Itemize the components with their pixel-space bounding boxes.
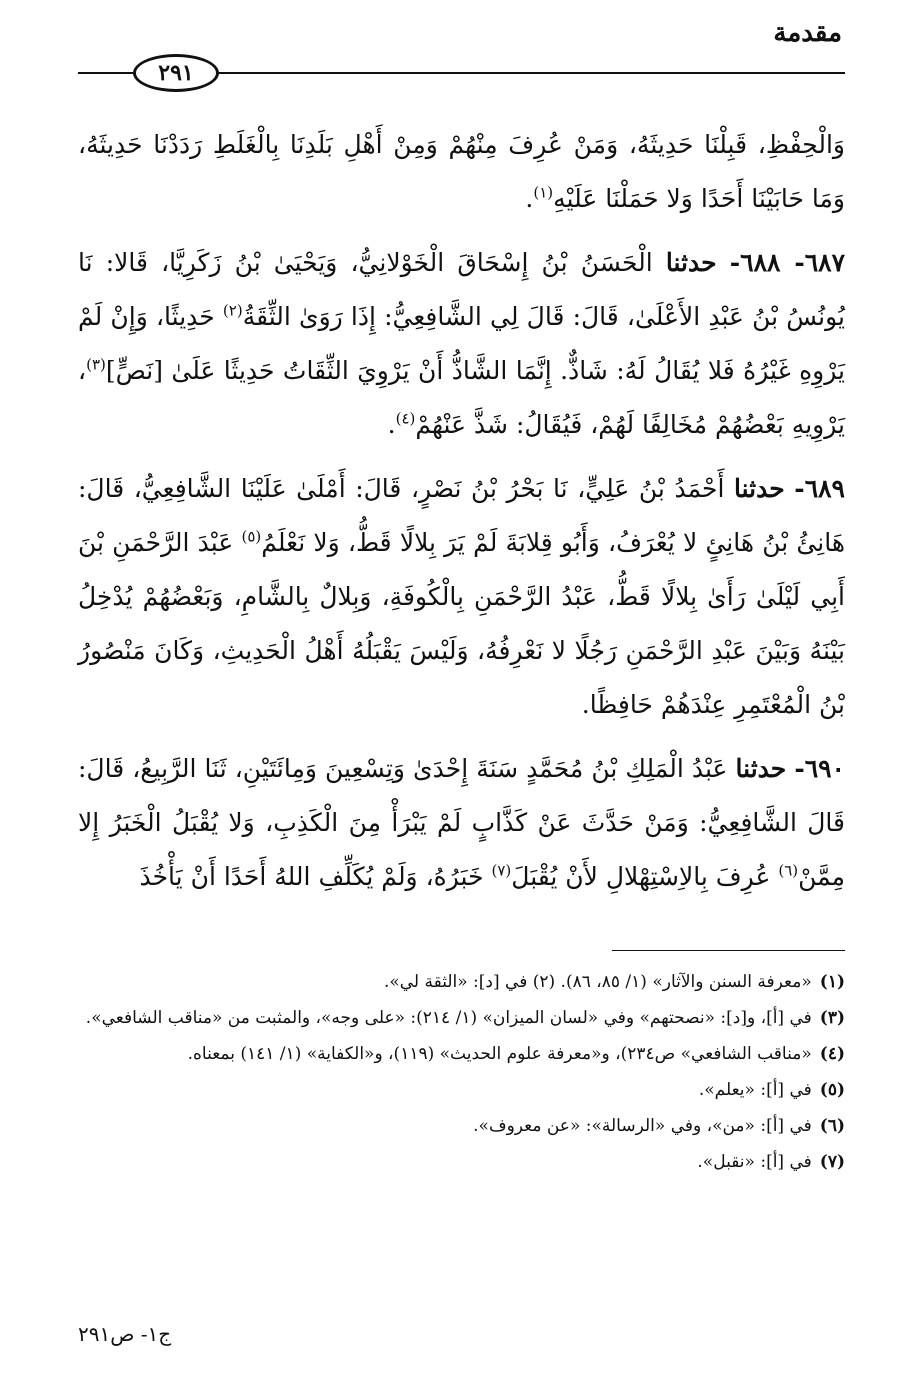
header-rule-right	[218, 72, 845, 74]
footnote	[78, 1110, 845, 1142]
paragraph-text: الْحَسَنُ بْنُ إِسْحَاقَ الْخَوْلانِيُّ، وَيَحْيَىٰ بْنُ زَكَرِيَّا، قَالا: نَا يُونُسُ بْنُ عَبْدِ الأَعْلَىٰ، قَالَ: قَالَ لِي الشَّافِعِيُّ: إِذَا رَوَىٰ الثِّقَةُ	[78, 248, 845, 331]
paragraph-text: عَبْدَ الرَّحْمَنِ بْنَ أَبِي لَيْلَىٰ رَأَىٰ بِلالًا قَطُّ، عَبْدُ الرَّحْمَنِ بِالْكُوفَةِ، وَبِلالٌ بِالشَّامِ، وَبَعْضُهُمْ يُدْخِلُ بَيْنَهُ وَبَيْنَ عَبْدِ الرَّحْمَنِ رَجُلًا لا نَعْرِفُهُ، وَلَيْسَ يَقْبَلُهُ أَهْلُ الْحَدِيثِ، وَكَانَ مَنْصُورُ بْنُ الْمُعْتَمِرِ عِنْدَهُمْ حَافِظًا.	[78, 528, 845, 719]
paragraph-text: عُرِفَ بِالاِسْتِهْلالِ لأَنْ يُقْبَلَ	[511, 862, 771, 891]
footnote-text: في [أ]: «يعلم».	[698, 1080, 812, 1100]
footnote	[78, 1074, 845, 1106]
hadith-keyword: حدثنا	[665, 248, 717, 277]
footnote-ref: (١)	[533, 183, 554, 202]
footnote-number: (٣)	[819, 1008, 845, 1028]
hadith-687-688	[78, 236, 845, 452]
footnote-number: (٥)	[819, 1080, 845, 1100]
footnote-ref: (٣)	[86, 355, 106, 374]
paragraph-text: وَالْحِفْظِ، قَبِلْنَا حَدِيثَهُ، وَمَنْ عُرِفَ مِنْهُمْ وَمِنْ أَهْلِ بَلَدِنَا بِالْغَلَطِ رَدَدْنَا حَدِيثَهُ، وَمَا حَابَيْنَا أَحَدًا وَلا حَمَلْنَا عَلَيْهِ	[78, 130, 845, 213]
paragraph-continuation	[78, 118, 845, 226]
paragraph-text: أَحْمَدُ بْنُ عَلِيٍّ، نَا بَحْرُ بْنُ نَصْرٍ، قَالَ: أَمْلَىٰ عَلَيْنَا الشَّافِعِيُّ، قَالَ: هَانِئُ بْنُ هَانِئٍ لا يُعْرَفُ، وَأَبُو قِلابَةَ لَمْ يَرَ بِلالًا قَطُّ، وَلا نَعْلَمُ	[78, 474, 846, 557]
punct: .	[525, 184, 534, 213]
footnote	[78, 1038, 845, 1070]
hadith-689	[78, 462, 845, 732]
footnote-ref: (٦)	[778, 861, 799, 880]
page-header-title: مقدمة	[773, 18, 842, 48]
footnote-number: (٧)	[819, 1152, 845, 1172]
header-rule-left	[78, 72, 136, 74]
footnote-ref: (٧)	[491, 861, 512, 880]
footnote-text: في [أ]: «من»، وفي «الرسالة»: «عن معروف».	[473, 1116, 812, 1136]
footnote-divider	[612, 950, 845, 951]
footnote-text: في [أ]، و[د]: «نصحتهم» وفي «لسان الميزان» (١/ ٢١٤): «على وجه»، والمثبت من «مناقب الشافعي».	[85, 1008, 812, 1028]
hadith-690	[78, 742, 845, 904]
footnote-number: (٦)	[819, 1116, 845, 1136]
footnote-text: «معرفة السنن والآثار» (١/ ٨٥، ٨٦). (٢) في [د]: «الثقة لي».	[383, 972, 812, 992]
footnote-ref: (٢)	[222, 301, 243, 320]
hadith-keyword: حدثنا	[734, 474, 785, 503]
main-text	[78, 118, 845, 914]
footnote-number: (٤)	[819, 1044, 845, 1064]
page-number-oval	[133, 54, 219, 92]
footnote	[78, 1002, 845, 1034]
paragraph-text: عَبْدُ الْمَلِكِ بْنُ مُحَمَّدٍ سَنَةَ إِحْدَىٰ وَتِسْعِينَ وَمِائَتَيْنِ، ثَنَا الرَّبِيعُ، قَالَ: قَالَ الشَّافِعِيُّ: وَمَنْ حَدَّثَ عَنْ كَذَّابٍ لَمْ يَبْرَأْ مِنَ الْكَذِبِ، وَلا يُقْبَلُ الْخَبَرُ إِلا مِمَّنْ	[78, 754, 845, 891]
footnote	[78, 1146, 845, 1178]
paragraph-text: خَبَرُهُ، وَلَمْ يُكَلِّفِ اللهُ أَحَدًا أَنْ يَأْخُذَ	[139, 862, 484, 891]
hadith-number: ٦٨٧- ٦٨٨-	[729, 248, 846, 277]
hadith-keyword: حدثنا	[735, 754, 787, 783]
hadith-number: ٦٩٠-	[794, 754, 845, 783]
hadith-number: ٦٨٩-	[794, 474, 845, 503]
footnote-text: «مناقب الشافعي» ص٢٣٤)، و«معرفة علوم الحديث» (١١٩)، و«الكفاية» (١/ ١٤١) بمعناه.	[187, 1044, 812, 1064]
footnote-ref: (٤)	[395, 409, 416, 428]
paragraph-text: ، يَرْوِيهِ بَعْضُهُمْ مُخَالِفًا لَهُمْ، فَيُقَالُ: شَذَّ عَنْهُمْ	[78, 356, 845, 439]
paragraph-text: حَدِيثًا، وَإِنْ لَمْ يَرْوِهِ غَيْرُهُ فَلا يُقَالُ لَهُ: شَاذٌّ. إِنَّمَا الشَّاذُّ أَنْ يَرْوِيَ الثِّقَاتُ حَدِيثًا عَلَىٰ [نَصٍّ]	[78, 302, 845, 385]
footnote-text: في [أ]: «نقبل».	[697, 1152, 812, 1172]
page-number: ٢٩١	[158, 60, 194, 86]
footnotes	[78, 966, 845, 1182]
footnote-ref: (٥)	[241, 527, 262, 546]
footnote	[78, 966, 845, 998]
footnote-number: (١)	[819, 972, 845, 992]
punct: .	[387, 410, 396, 439]
volume-page-reference: ج١- ص٢٩١	[78, 1322, 172, 1346]
